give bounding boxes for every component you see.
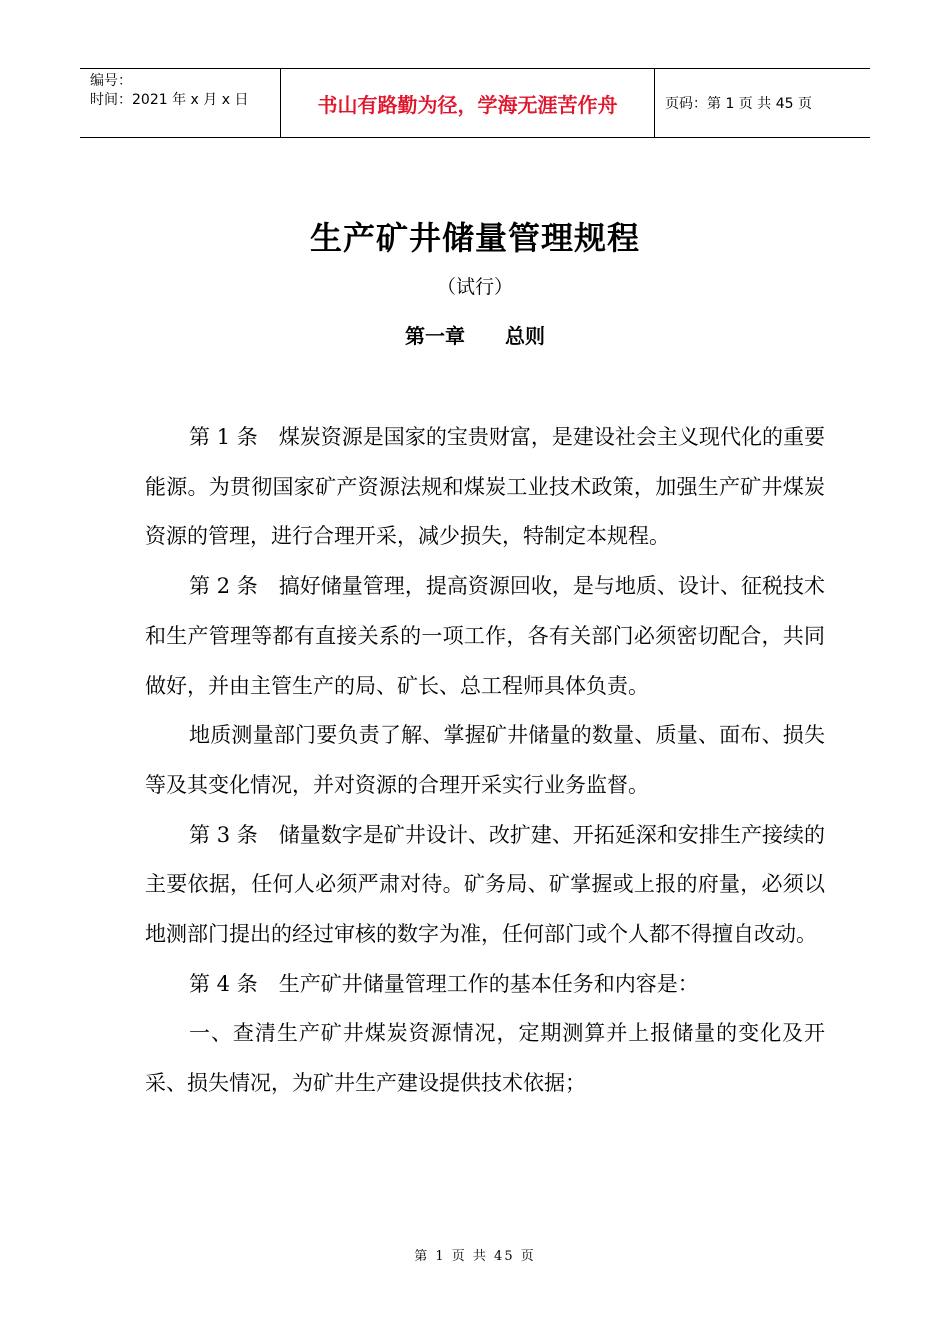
geology-survey-paragraph: 地质测量部门要负责了解、掌握矿井储量的数量、质量、面布、损失等及其变化情况，并对资源的合理开采实行业务监督。: [145, 723, 825, 797]
header-motto: 书山有路勤为径，学海无涯苦作舟: [281, 69, 655, 137]
chapter-heading: [0, 320, 950, 349]
page-footer: 第 1 页 共 45 页: [414, 1249, 536, 1264]
document-number-label: 编号：: [90, 73, 132, 89]
chapter-name: 总则: [505, 324, 545, 348]
document-body: [145, 413, 825, 1109]
document-date-label: 时间：2021 年 x 月 x 日: [90, 92, 249, 108]
task-item-1-paragraph: 一、查清生产矿井煤炭资源情况，定期测算并上报储量的变化及开采、损失情况，为矿井生产建设提供技术依据；: [145, 1021, 825, 1096]
article-1-paragraph: 第 1 条 煤炭资源是国家的宝贵财富，是建设社会主义现代化的重要能源。为贯彻国家矿产资源法规和煤炭工业技术政策，加强生产矿井煤炭资源的管理，进行合理开采，减少损失，特制定本规程。: [145, 425, 825, 549]
page-header-table: [80, 68, 870, 138]
article-4-paragraph: 第 4 条 生产矿井储量管理工作的基本任务和内容是：: [189, 971, 699, 996]
chapter-number: 第一章: [405, 324, 465, 348]
document-subtitle: （试行）: [436, 276, 513, 298]
header-left-cell: [80, 69, 281, 137]
article-2-paragraph: 第 2 条 搞好储量管理，提高资源回收，是与地质、设计、征税技术和生产管理等都有直接关系的一项工作，各有关部门必须密切配合，共同做好，并由主管生产的局、矿长、总工程师具体负责。: [145, 574, 825, 698]
document-title: 生产矿井储量管理规程: [309, 219, 640, 257]
header-page-info: 页码：第 1 页 共 45 页: [665, 96, 812, 112]
article-3-paragraph: 第 3 条 储量数字是矿井设计、改扩建、开拓延深和安排生产接续的主要依据，任何人必须严肃对待。矿务局、矿掌握或上报的府量，必须以地测部门提出的经过审核的数字为准，任何部门或个人都不得擅自改动。: [145, 822, 825, 947]
